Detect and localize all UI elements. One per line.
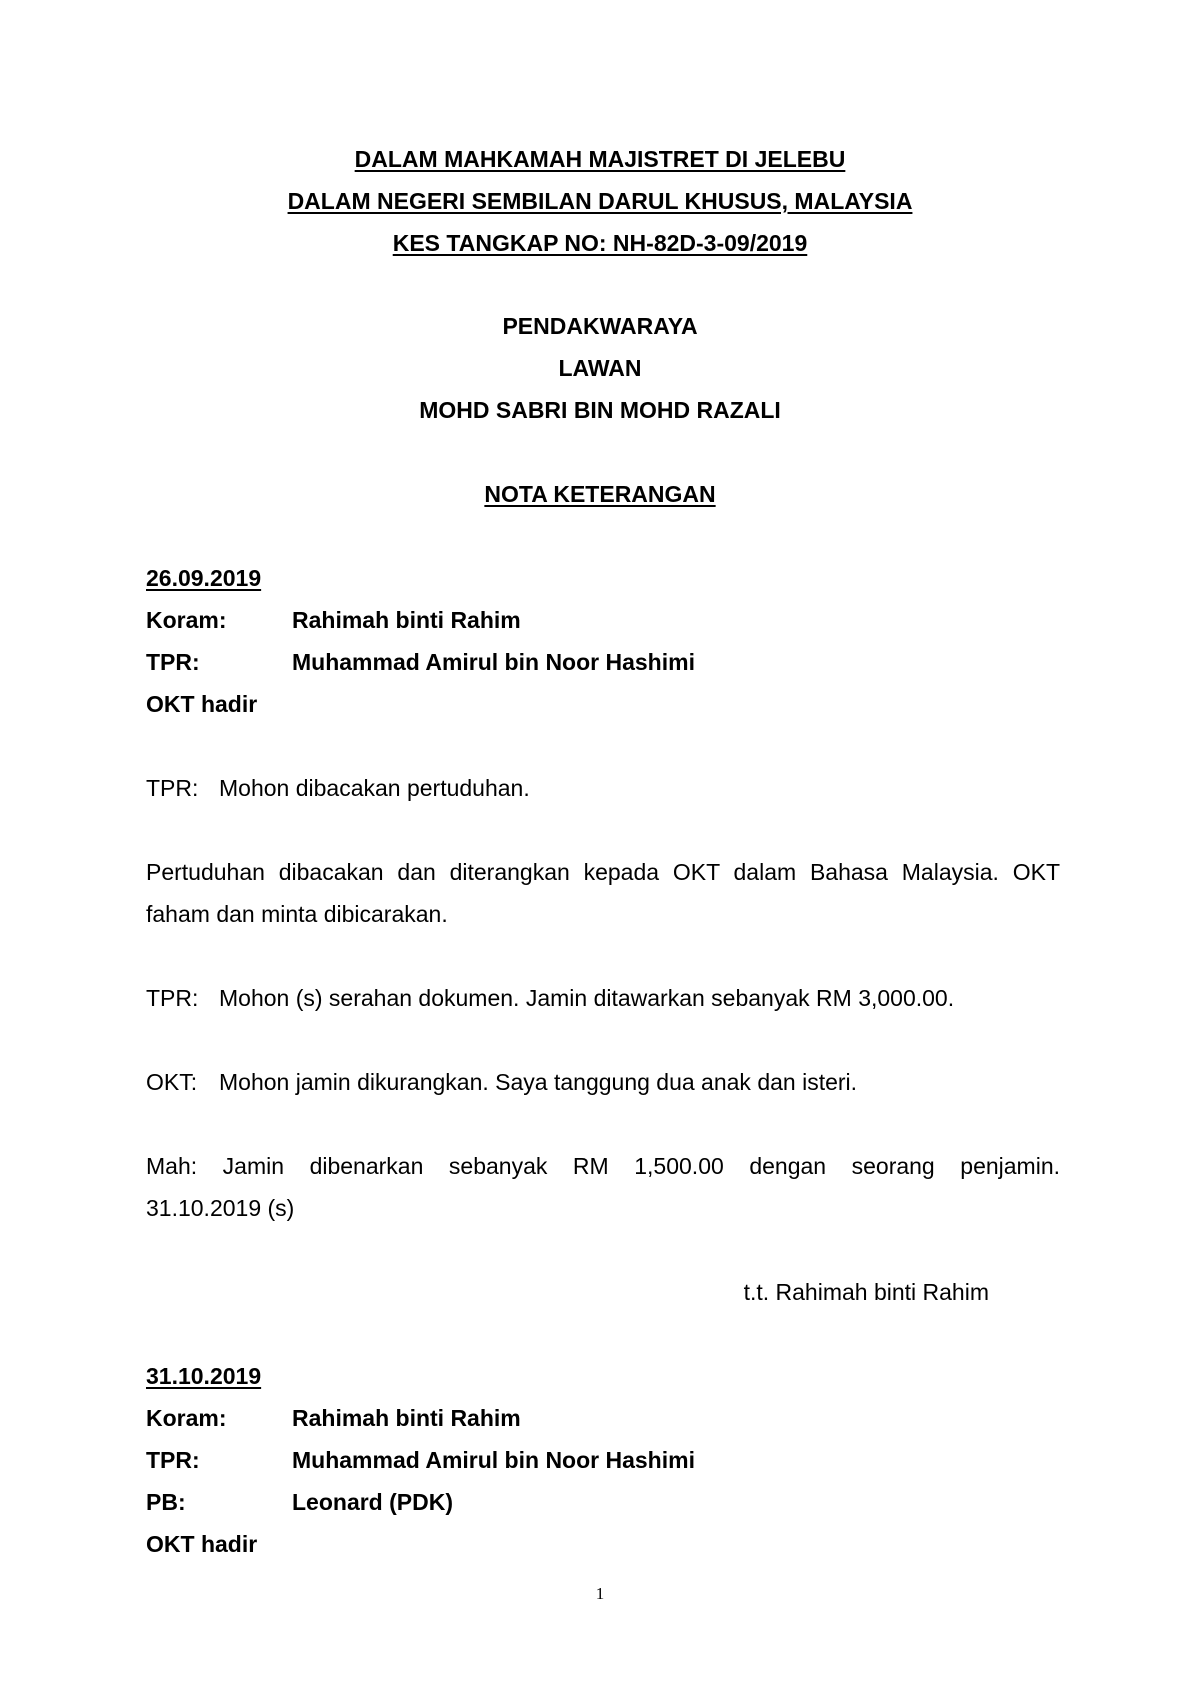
session2-date: 31.10.2019	[146, 1363, 262, 1389]
versus-label: LAWAN	[558, 355, 642, 381]
session2-pb-value: Leonard (PDK)	[292, 1489, 453, 1515]
session2-tpr-value: Muhammad Amirul bin Noor Hashimi	[292, 1447, 695, 1473]
entry4-text: Mohon jamin dikurangkan. Saya tanggung dua anak dan isteri.	[219, 1069, 858, 1095]
session1-date: 26.09.2019	[146, 565, 262, 591]
entry3-text: Mohon (s) serahan dokumen. Jamin ditawarkan sebanyak RM 3,000.00.	[219, 985, 955, 1011]
entry1-text: Mohon dibacakan pertuduhan.	[219, 775, 530, 801]
entry5-line1: Mah: Jamin dibenarkan sebanyak RM 1,500.00 dengan seorang penjamin.	[146, 1153, 1060, 1179]
entry4-speaker: OKT:	[146, 1069, 198, 1095]
prosecution-party: PENDAKWARAYA	[502, 313, 698, 339]
state-heading: DALAM NEGERI SEMBILAN DARUL KHUSUS, MALAYSIA	[287, 188, 913, 214]
entry5-line2: 31.10.2019 (s)	[146, 1195, 295, 1221]
session2-koram-value: Rahimah binti Rahim	[292, 1405, 521, 1431]
page-number: 1	[595, 1584, 605, 1603]
accused-party: MOHD SABRI BIN MOHD RAZALI	[419, 397, 781, 423]
session1-okt-present: OKT hadir	[146, 691, 258, 717]
session1-koram-value: Rahimah binti Rahim	[292, 607, 521, 633]
signature-line: t.t. Rahimah binti Rahim	[743, 1279, 989, 1305]
session2-koram-label: Koram:	[146, 1405, 227, 1431]
court-heading: DALAM MAHKAMAH MAJISTRET DI JELEBU	[354, 146, 846, 172]
document-title: NOTA KETERANGAN	[484, 481, 716, 507]
session1-koram-label: Koram:	[146, 607, 227, 633]
session2-pb-label: PB:	[146, 1489, 186, 1515]
case-number: KES TANGKAP NO: NH-82D-3-09/2019	[392, 230, 808, 256]
entry2-line1: Pertuduhan dibacakan dan diterangkan kepada OKT dalam Bahasa Malaysia. OKT	[146, 859, 1060, 885]
session1-tpr-label: TPR:	[146, 649, 200, 675]
session2-tpr-label: TPR:	[146, 1447, 200, 1473]
session2-okt-present: OKT hadir	[146, 1531, 258, 1557]
session1-tpr-value: Muhammad Amirul bin Noor Hashimi	[292, 649, 695, 675]
entry2-line2: faham dan minta dibicarakan.	[146, 901, 448, 927]
entry1-speaker: TPR:	[146, 775, 199, 801]
entry3-speaker: TPR:	[146, 985, 199, 1011]
